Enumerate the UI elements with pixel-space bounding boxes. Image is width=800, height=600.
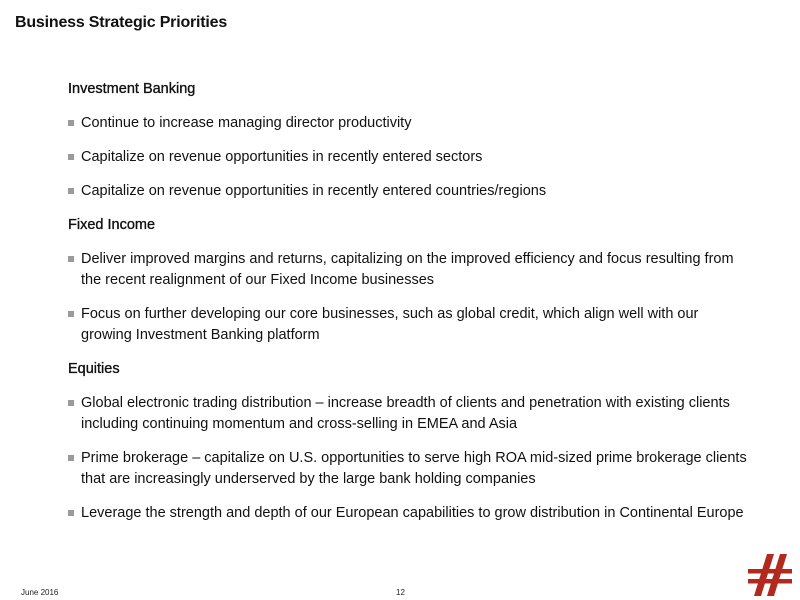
section-fixed-income <box>68 215 748 346</box>
bullet-item <box>68 147 748 168</box>
square-bullet-icon <box>68 188 74 194</box>
jefferies-logo-icon <box>747 552 793 598</box>
section-heading: Investment Banking <box>68 81 196 97</box>
bullet-list <box>68 249 748 346</box>
bullet-item <box>68 304 748 346</box>
bullet-item <box>68 448 748 490</box>
bullet-item <box>68 181 748 202</box>
bullet-text: Leverage the strength and depth of our European capabilities to grow distribution in Continental Europe <box>81 505 744 521</box>
page-title: Business Strategic Priorities <box>15 14 228 31</box>
bullet-text: Capitalize on revenue opportunities in recently entered countries/regions <box>81 183 547 199</box>
square-bullet-icon <box>68 256 74 262</box>
square-bullet-icon <box>68 154 74 160</box>
bullet-text: Deliver improved margins and returns, capitalizing on the improved efficiency and focus resulting from the recent realignment of our Fixed Income businesses <box>81 251 734 288</box>
section-heading: Equities <box>68 361 120 377</box>
bullet-text: Continue to increase managing director productivity <box>81 115 412 131</box>
bullet-text: Capitalize on revenue opportunities in recently entered sectors <box>81 149 483 165</box>
square-bullet-icon <box>68 120 74 126</box>
bullet-list <box>68 393 748 524</box>
bullet-text: Focus on further developing our core businesses, such as global credit, which align well with our growing Investment Banking platform <box>81 306 699 343</box>
page-number: 12 <box>396 588 405 597</box>
bullet-item <box>68 393 748 435</box>
bullet-item <box>68 503 748 524</box>
square-bullet-icon <box>68 400 74 406</box>
section-equities <box>68 359 748 524</box>
bullet-item <box>68 249 748 291</box>
section-investment-banking <box>68 79 748 202</box>
bullet-item <box>68 113 748 134</box>
bullet-text: Global electronic trading distribution – increase breadth of clients and penetration with existing clients including continuing momentum and cross-selling in EMEA and Asia <box>81 395 730 432</box>
square-bullet-icon <box>68 311 74 317</box>
bullet-text: Prime brokerage – capitalize on U.S. opportunities to serve high ROA mid-sized prime brokerage clients that are increasingly underserved by the large bank holding companies <box>81 450 747 487</box>
section-heading: Fixed Income <box>68 217 156 233</box>
footer-date: June 2016 <box>21 588 59 597</box>
priorities-content <box>68 79 748 537</box>
bullet-list <box>68 113 748 202</box>
square-bullet-icon <box>68 455 74 461</box>
square-bullet-icon <box>68 510 74 516</box>
